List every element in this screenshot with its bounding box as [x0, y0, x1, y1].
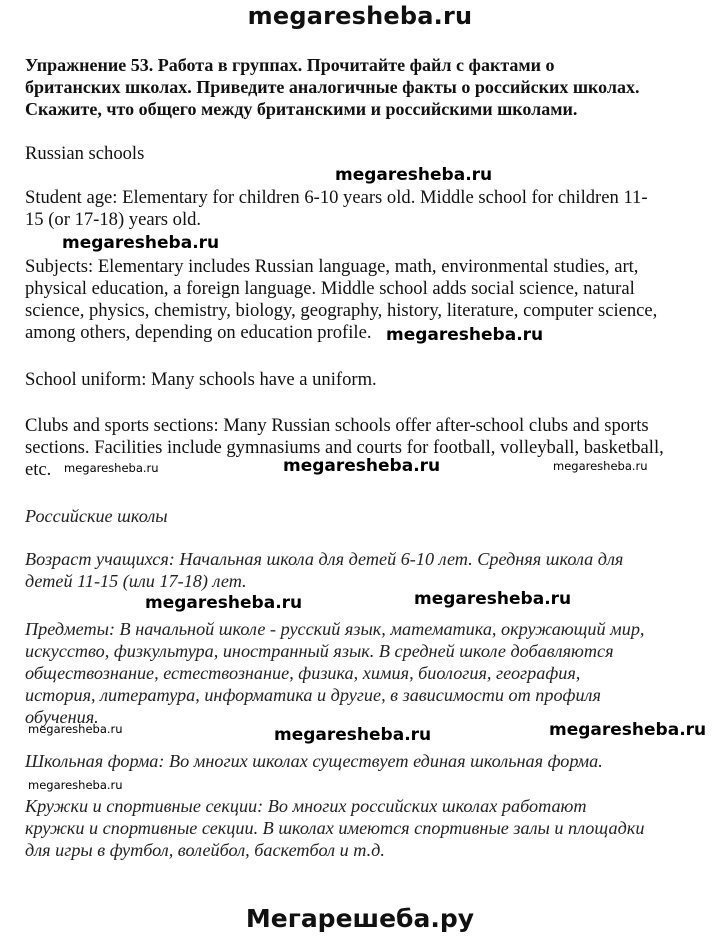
exercise-line: британских школах. Приведите аналогичные факты о российских школах.	[25, 77, 640, 97]
russian-heading: Российские школы	[25, 506, 168, 526]
watermark-small: megaresheba.ru	[64, 461, 159, 475]
exercise-line: Скажите, что общего между британскими и российскими школами.	[25, 99, 578, 119]
watermark: megaresheba.ru	[335, 165, 493, 185]
text-line: sections. Facilities include gymnasiums and courts for football, volleyball, basketball,	[25, 437, 664, 458]
russian-student-age	[25, 548, 705, 592]
watermark: megaresheba.ru	[62, 233, 220, 253]
text-line: Subjects: Elementary includes Russian language, math, environmental studies, art,	[25, 256, 639, 277]
russian-clubs	[25, 795, 705, 861]
text-line: Student age: Elementary for children 6-10 years old. Middle school for children 11-	[25, 187, 648, 208]
exercise-statement	[25, 54, 715, 120]
text-line: physical education, a foreign language. Middle school adds social science, natural	[25, 278, 635, 299]
text-line: Предметы: В начальной школе - русский язык, математика, окружающий мир,	[25, 619, 645, 639]
russian-uniform: Школьная форма: Во многих школах существует единая школьная форма.	[25, 751, 603, 771]
text-line: обучения.	[25, 707, 99, 727]
site-header-title: megaresheba.ru	[247, 2, 473, 30]
text-line: science, physics, chemistry, biology, geography, history, literature, computer science,	[25, 300, 658, 321]
watermark: megaresheba.ru	[283, 456, 441, 476]
watermark: megaresheba.ru	[145, 593, 303, 613]
english-subjects	[25, 256, 705, 344]
text-line: для игры в футбол, волейбол, баскетбол и т.д.	[25, 840, 385, 860]
text-line: детей 11-15 (или 17-18) лет.	[25, 571, 247, 591]
watermark-small: megaresheba.ru	[553, 459, 648, 473]
text-line: история, литература, информатика и другие, в зависимости от профиля	[25, 685, 601, 705]
english-uniform: School uniform: Many schools have a uniform.	[25, 369, 377, 390]
watermark-small: megaresheba.ru	[28, 778, 123, 792]
watermark-small: megaresheba.ru	[28, 722, 123, 736]
text-line: etc.	[25, 459, 52, 480]
text-line: Возраст учащихся: Начальная школа для детей 6-10 лет. Средняя школа для	[25, 549, 624, 569]
english-student-age	[25, 187, 705, 231]
text-line: among others, depending on education profile.	[25, 322, 372, 343]
russian-subjects	[25, 618, 705, 728]
text-line: искусство, физкультура, иностранный язык. В средней школе добавляются	[25, 641, 614, 661]
watermark: megaresheba.ru	[414, 589, 572, 609]
watermark: megaresheba.ru	[549, 720, 707, 740]
watermark: megaresheba.ru	[274, 725, 432, 745]
text-line: Кружки и спортивные секции: Во многих российских школах работают	[25, 796, 587, 816]
text-line: обществознание, естествознание, физика, химия, биология, география,	[25, 663, 581, 683]
text-line: Clubs and sports sections: Many Russian schools offer after-school clubs and sports	[25, 415, 649, 436]
exercise-line: Упражнение 53. Работа в группах. Прочитайте файл с фактами о	[25, 55, 555, 75]
english-heading: Russian schools	[25, 143, 145, 164]
text-line: 15 (or 17-18) years old.	[25, 209, 202, 230]
text-line: кружки и спортивные секции. В школах имеются спортивные залы и площадки	[25, 818, 645, 838]
site-footer-title: Мегарешеба.ру	[245, 904, 475, 933]
watermark: megaresheba.ru	[386, 325, 544, 345]
